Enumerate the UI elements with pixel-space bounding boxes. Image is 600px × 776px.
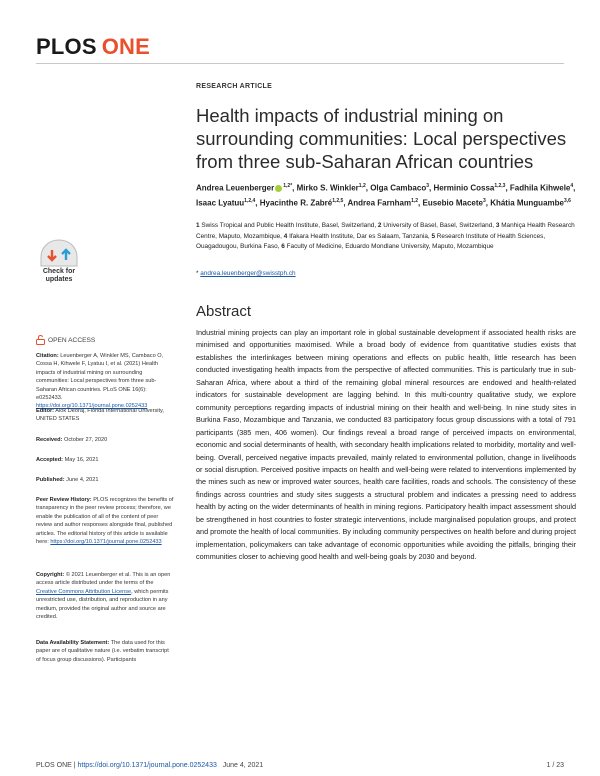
affiliation-text: Ifakara Health Institute, Dar es Salaam, Tanzania, bbox=[289, 232, 430, 240]
citation-text: Leuenberger A, Winkler MS, Cambaco O, Cossa H, Kihwele F, Lyatuu I, et al. (2021) Health impacts of industrial mining on surrounding communities: Local perspectives from three sub-Saharan African countries. PLoS ONE 16(6): e0252433. bbox=[36, 353, 164, 402]
author-separator: , bbox=[365, 183, 371, 193]
citation-doi-link[interactable]: https://doi.org/10.1371/journal.pone.0252433 bbox=[36, 403, 148, 410]
author-separator: , bbox=[505, 183, 510, 193]
author-affiliation-marker: 4 bbox=[570, 183, 574, 189]
author-separator: , bbox=[292, 183, 297, 193]
corresponding-marker: * bbox=[290, 183, 293, 189]
author-name: Fadhila Kihwele bbox=[509, 183, 571, 193]
author-list bbox=[196, 180, 576, 209]
editor-text: Alok Deoraj, Florida International University, UNITED STATES bbox=[36, 408, 164, 423]
published-date: June 4, 2021 bbox=[66, 477, 99, 483]
received-block bbox=[36, 436, 174, 444]
affiliation-text: Swiss Tropical and Public Health Institute, Basel, Switzerland, bbox=[201, 222, 377, 229]
copyright-text: © 2021 Leuenberger et al. This is an open access article distributed under the terms of the bbox=[36, 572, 171, 587]
page-number: 1 / 23 bbox=[546, 762, 564, 769]
peer-review-link[interactable]: https://doi.org/10.1371/journal.pone.0252433 bbox=[50, 539, 162, 546]
data-availability-text: The data used for this paper are of qualitative nature (i.e. verbatim transcript of focus group discussions). Participants bbox=[36, 640, 169, 663]
copyright-block bbox=[36, 571, 174, 621]
author-separator: , bbox=[343, 198, 348, 208]
affiliation-number: 6 bbox=[281, 243, 285, 250]
author-separator: , bbox=[573, 183, 576, 193]
author-separator: , bbox=[428, 183, 434, 193]
author-affiliation-marker: 3,6 bbox=[563, 197, 571, 204]
author-name: Khátia Munguambe bbox=[490, 198, 564, 208]
copyright-label: Copyright: bbox=[36, 572, 65, 578]
article-title: Health impacts of industrial mining on surrounding communities: Local perspectives from three sub-Saharan African countries bbox=[196, 105, 567, 172]
abstract-heading: Abstract bbox=[196, 303, 252, 320]
check-for-updates-label[interactable]: Check for updates bbox=[42, 268, 76, 283]
editor-block bbox=[36, 407, 174, 424]
author-affiliation-marker: 1,2,5 bbox=[332, 197, 344, 204]
received-date: October 27, 2020 bbox=[64, 437, 108, 443]
footer-date: June 4, 2021 bbox=[222, 762, 264, 769]
journal-logo-part1: PLOS bbox=[36, 34, 97, 59]
copyright-text-end: , which permits unrestricted use, distribution, and reproduction in any medium, provided the original author and source are credited. bbox=[36, 588, 169, 621]
corresponding-email bbox=[196, 270, 296, 277]
affiliation-number: 5 bbox=[431, 232, 435, 240]
affiliation-number: 2 bbox=[377, 222, 382, 229]
peer-review-text: PLOS recognizes the benefits of transparency in the peer review process; therefore, we enable the publication of all of the content of peer review and author responses alongside final, published articles. The editorial history of this article is available here: bbox=[36, 497, 174, 546]
citation-label: Citation: bbox=[36, 353, 59, 359]
affiliation-number: 3 bbox=[495, 222, 500, 229]
author-separator: , bbox=[418, 198, 423, 208]
author-name: Eusebio Macete bbox=[422, 198, 483, 208]
author-affiliation-marker: 1,2 bbox=[283, 183, 291, 189]
footer-doi-link[interactable]: https://doi.org/10.1371/journal.pone.0252433 bbox=[77, 762, 217, 769]
corresponding-asterisk: * bbox=[196, 270, 201, 277]
author-name: Isaac Lyatuu bbox=[196, 198, 245, 208]
citation-block bbox=[36, 352, 174, 411]
published-block bbox=[36, 476, 174, 484]
affiliations bbox=[196, 221, 576, 253]
open-access-label: OPEN ACCESS bbox=[48, 336, 96, 344]
accepted-block bbox=[36, 456, 174, 464]
author-separator: , bbox=[255, 198, 260, 208]
affiliation-number: 4 bbox=[283, 232, 288, 240]
footer-separator: | bbox=[71, 762, 78, 769]
data-availability-block bbox=[36, 639, 174, 664]
author-affiliation-marker: 3 bbox=[482, 197, 486, 204]
open-access-badge bbox=[36, 335, 95, 345]
email-link[interactable]: andrea.leuenberger@swisstph.ch bbox=[200, 270, 296, 277]
author-affiliation-marker: 1,2 bbox=[411, 197, 419, 204]
peer-review-label: Peer Review History: bbox=[36, 497, 92, 503]
header-divider bbox=[36, 63, 564, 64]
open-lock-icon bbox=[36, 335, 45, 345]
journal-logo bbox=[36, 34, 150, 60]
abstract-text: Industrial mining projects can play an important role in global sustainable development if associated health risks are minimised and opportunities maximised. While a broad body of evidence from quantitative studies exists that establishes the interlinkages between mining operations and effects on public health, little research has been conducted investigating health impacts from the perspective of affected communities. This is particularly true in sub-Saharan Africa, where about a third of the remaining global mineral resources are endowed and health-related indicators for sustainable development are lagging behind. In this multi-country qualitative study, we explore community perceptions regarding impacts of industrial mining on their health and well-being. In nine study sites in Burkina Faso, Mozambique and Tanzania, we conducted 83 participatory focus group discussions with a total of 791 participants (385 men, 406 women). Our findings reveal a broad range of perceived impacts on environmental, economic and social determinants of health, with secondary health implications related to morbidity, mortality and well-being. Overall, perceived negative impacts prevailed, mainly related to environmental pollution, change in livelihoods or social disruption. Perceived positive impacts on health and well-being were related to interventions implemented by the mines such as new or improved water sources, health care facilities, roads and schools. The consistency of these findings across countries and study sites suggests a structural problem and indicates a pressing need to address health by acting on the wider determinants of health in mining regions. Participatory health impact assessment should be strengthened in host countries to foster strategic interventions, include marginalised population groups, and protect and promote the health of local communities. By including community perspectives on health before and during project implementation, policymakers can take advantage of economic opportunities while avoiding the pitfalls, bringing their communities closer to achieving good health and well-being goals by 2030 and beyond. bbox=[196, 328, 576, 562]
affiliation-number: 1 bbox=[196, 222, 200, 229]
affiliation-text: Research Institute of Health Sciences, Ouagadougou, Burkina Faso, bbox=[196, 232, 546, 250]
author-name: Olga Cambaco bbox=[370, 183, 427, 193]
published-label: Published: bbox=[36, 477, 65, 483]
journal-logo-part2: ONE bbox=[101, 34, 150, 59]
license-link[interactable]: Creative Commons Attribution License bbox=[36, 588, 132, 595]
author-affiliation-marker: 1,2 bbox=[358, 183, 366, 189]
page-footer bbox=[36, 762, 564, 769]
affiliation-text: Manhiça Health Research Centre, Maputo, Mozambique, bbox=[196, 222, 575, 240]
author-affiliation-marker: 3 bbox=[426, 183, 429, 189]
author-name: Andrea Farnham bbox=[347, 198, 412, 208]
author-affiliation-marker: 1,2,3 bbox=[494, 183, 506, 189]
affiliation-text: University of Basel, Basel, Switzerland, bbox=[383, 222, 495, 229]
author-name: Herminio Cossa bbox=[433, 183, 495, 193]
orcid-icon[interactable] bbox=[275, 185, 282, 192]
article-type: RESEARCH ARTICLE bbox=[196, 83, 273, 90]
editor-label: Editor: bbox=[36, 408, 55, 414]
author-name: Andrea Leuenberger bbox=[196, 183, 275, 193]
accepted-label: Accepted: bbox=[36, 457, 64, 463]
author-affiliation-marker: 1,2,4 bbox=[244, 197, 256, 204]
footer-journal: PLOS ONE bbox=[36, 762, 72, 769]
author-separator: , bbox=[485, 198, 491, 208]
author-name: Hyacinthe R. Zabré bbox=[259, 198, 333, 208]
accepted-date: May 16, 2021 bbox=[64, 457, 99, 463]
data-availability-label: Data Availability Statement: bbox=[36, 640, 110, 646]
author-name: Mirko S. Winkler bbox=[296, 183, 359, 193]
peer-review-block bbox=[36, 496, 174, 546]
received-label: Received: bbox=[36, 437, 63, 443]
affiliation-text: Faculty of Medicine, Eduardo Mondlane University, Maputo, Mozambique bbox=[286, 243, 494, 250]
